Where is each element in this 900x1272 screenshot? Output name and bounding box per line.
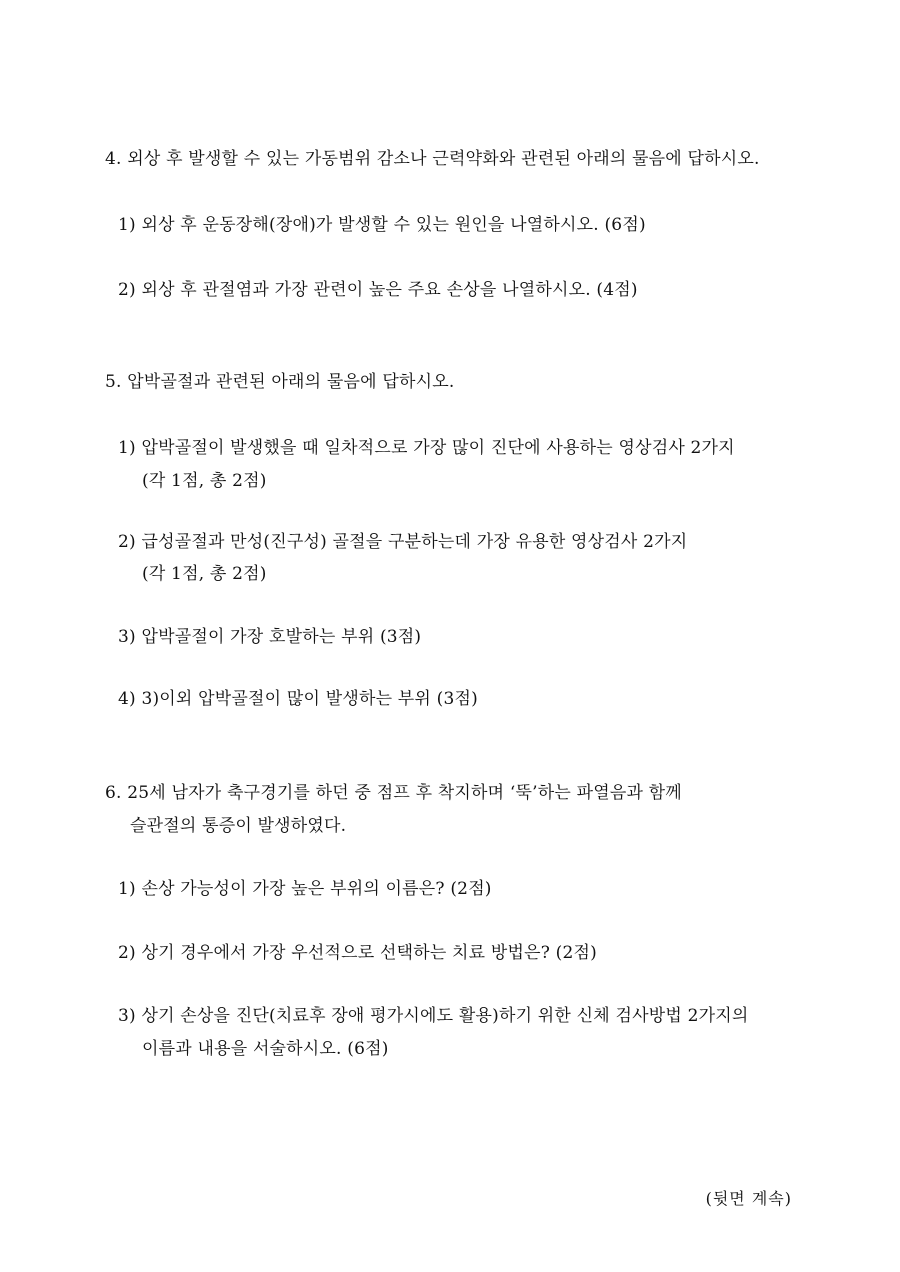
- question-6-stem: 6. 25세 남자가 축구경기를 하던 중 점프 후 착지하며 ‘뚝’하는 파열음과 함께: [105, 783, 682, 803]
- question-5-item-4: 4) 3)이외 압박골절이 많이 발생하는 부위 (3점): [118, 689, 478, 709]
- question-5-item-3: 3) 압박골절이 가장 호발하는 부위 (3점): [118, 627, 422, 647]
- question-6-item-1: 1) 손상 가능성이 가장 높은 부위의 이름은? (2점): [118, 879, 492, 899]
- question-4-item-2: 2) 외상 후 관절염과 가장 관련이 높은 주요 손상을 나열하시오. (4점): [118, 280, 638, 300]
- question-5-item-1-cont: (각 1점, 총 2점): [142, 471, 267, 491]
- question-5-item-2-cont: (각 1점, 총 2점): [142, 564, 267, 584]
- question-5-stem: 5. 압박골절과 관련된 아래의 물음에 답하시오.: [105, 372, 455, 392]
- question-4-item-1: 1) 외상 후 운동장해(장애)가 발생할 수 있는 원인을 나열하시오. (6점): [118, 215, 646, 235]
- question-4-stem: 4. 외상 후 발생할 수 있는 가동범위 감소나 근력약화와 관련된 아래의 물음에 답하시오.: [105, 149, 760, 169]
- question-5-item-2: 2) 급성골절과 만성(진구성) 골절을 구분하는데 가장 유용한 영상검사 2가지: [118, 532, 688, 552]
- question-6-stem-cont: 슬관절의 통증이 발생하였다.: [130, 816, 347, 836]
- continued-on-back-note: (뒷면 계속): [705, 1189, 792, 1208]
- question-6-item-3-cont: 이름과 내용을 서술하시오. (6점): [142, 1039, 389, 1059]
- question-6-item-3: 3) 상기 손상을 진단(치료후 장애 평가시에도 활용)하기 위한 신체 검사방법 2가지의: [118, 1006, 749, 1026]
- question-6-item-2: 2) 상기 경우에서 가장 우선적으로 선택하는 치료 방법은? (2점): [118, 943, 597, 963]
- question-5-item-1: 1) 압박골절이 발생했을 때 일차적으로 가장 많이 진단에 사용하는 영상검사 2가지: [118, 438, 735, 458]
